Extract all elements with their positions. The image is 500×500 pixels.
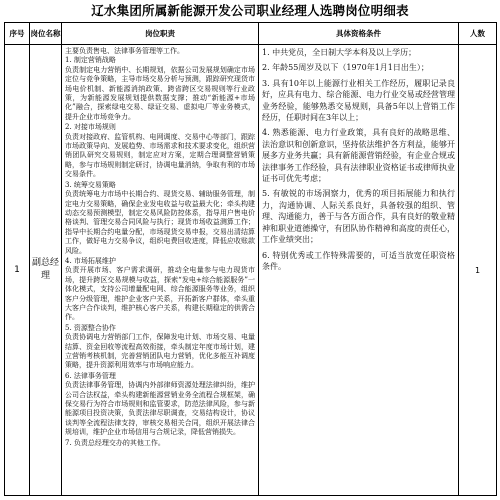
duty-body: 负责协调电力营销部门工作，保障发电计划、市场交易、电量结算、资金回收等流程高效衔接，牵头制定年度市场计划，建立营销考核机制，完善营销团队电力营销，优化多能互补调度策略，提升资源利用效率与市场响应能力。 [65, 333, 255, 370]
header-duties: 岗位职责 [62, 23, 259, 45]
duty-item [65, 372, 255, 438]
row-count: 1 [459, 45, 497, 496]
row-duties [62, 45, 259, 496]
duty-item [65, 181, 255, 256]
qualification-item: 1. 中共党员，全日制大学本科及以上学历； [262, 48, 417, 57]
duty-body: 负责法律事务管理，协调内外部律师资源处理法律纠纷，维护公司合法权益，牵头构建新能源营销业务全流程合规框架，确保交易行为符合市场规则和监管要求，防范法律风险，参与新能源项目投资决策，负责法律尽职调查，交易结构设计，协议谈判等全流程法律支持，审核交易相关合同，组织开展法律合规培训，维护企业市场信用与合规记录，降低营销损失。 [65, 381, 255, 437]
qualification-item: 3. 具有10年以上能源行业相关工作经历，履职记录良好，应具有电力、综合能源、电力行业交易或经营管理业务经验，能够熟悉交易规则，具备5年以上营销工作经历，任职时间在3年以上； [262, 78, 455, 123]
duty-body: 负责制定电力营销中、长期规划，依据公司发展规划确定市场定位与竞争策略，主导市场交易分析与预测，跟踪研究现货市场电价机制、新能源消纳政策、跨省跨区交易规则等行业政策，为新能源发展规划提供数据支撑；推动“新能源+市场化”融合，探索绿电交易、绿证交易、虚拟电厂等业务模式，提升企业市场竞争力。 [65, 65, 255, 121]
duty-body: 负责对接政府、监管机构、电网调度、交易中心等部门，跟踪市场政策导向、发展趋势、市场需求和技术要求变化，组织营销团队研究交易规则，制定应对方案，定期合理调整营销策略，参与市场规则制定研讨，协调电量消纳，争取有利的市场交易条件。 [65, 132, 255, 179]
duty-heading: 6. 法律事务管理 [65, 371, 116, 380]
job-detail-table [4, 22, 497, 496]
duty-heading: 7. 负责总经理交办的其他工作。 [65, 438, 165, 447]
row-qualifications [259, 45, 459, 496]
table-row [5, 45, 497, 496]
row-seq: 1 [5, 45, 30, 496]
qualification-item: 4. 熟悉能源、电力行业政策，具有良好的战略思维、法治意识和创新意识，坚持依法维护各方利益，能够开展多方业务共赢；具有新能源营销经验，有企业合规或法律事务工作经验，具有法律职业资格证书或律师执业证书可优先考虑； [262, 128, 455, 184]
header-qualifications: 具体资格条件 [259, 23, 459, 45]
qualification-item: 2. 年龄55周岁及以下（1970年1月1日出生）； [262, 63, 429, 73]
header-post-name: 岗位名称 [30, 23, 62, 45]
duty-heading: 4. 市场拓展维护 [65, 256, 116, 265]
duty-body: 负责统筹电力市场中长期合约、现货交易、辅助服务管理，制定电力交易策略，确保企业发电收益与收益最大化；牵头构建动态交易预测模型，制定交易风险防控体系，指导用户售电价格谈判、管理交易合同风险与执行；现货市场收益测算工作；指导中长期合约电量分配，市场现货交易申报，交易出清结算工作，做好电力交易争议，组织电费回收进度，降低应收账款风险。 [65, 190, 255, 255]
duty-item [65, 257, 255, 323]
duty-heading: 3. 统筹交易策略 [65, 180, 116, 189]
duty-heading: 2. 对接市场规则 [65, 123, 116, 132]
table-header-row [5, 23, 497, 45]
duty-item [65, 439, 255, 448]
row-post-name [30, 45, 62, 496]
duty-heading: 1. 制定营销战略 [65, 56, 116, 65]
qualification-item: 5. 有敏锐的市场洞察力，优秀的项目拓展能力和执行力，沟通协调、人际关系良好，具备较强的组织、管理、沟通能力，善于与各方面合作，具有良好的敬业精神和职业道德操守，有团队协作精神和高度的责任心，工作业绩突出； [262, 189, 455, 245]
document-title: 辽水集团所属新能源开发公司职业经理人选聘岗位明细表 [91, 3, 409, 18]
duty-item [65, 123, 255, 179]
duty-body: 负责开展市场、客户需求调研，推动全电量参与电力现货市场，提升跨区交易规模与收益，探索“发电+综合能源服务”一体化模式，支持公司增量配电网、综合能源服务等业务，组织客户分级管理，维护企业客户关系，开拓新客户群体，牵头重大客户合作谈判，维护核心客户关系，构建长期稳定的供需合作。 [65, 266, 255, 322]
duty-item [65, 56, 255, 122]
header-count: 人数 [459, 23, 497, 45]
duty-heading: 5. 资源整合协作 [65, 323, 116, 332]
duty-item [65, 324, 255, 371]
duties-intro: 主要负责售电、法律事务管理等工作。 [65, 47, 184, 55]
header-seq: 序号 [5, 23, 30, 45]
qualification-item: 6. 特别优秀或工作特殊需要的，可适当放宽任职资格条件。 [262, 250, 455, 271]
post-name-text: 副总经理 [31, 258, 59, 281]
